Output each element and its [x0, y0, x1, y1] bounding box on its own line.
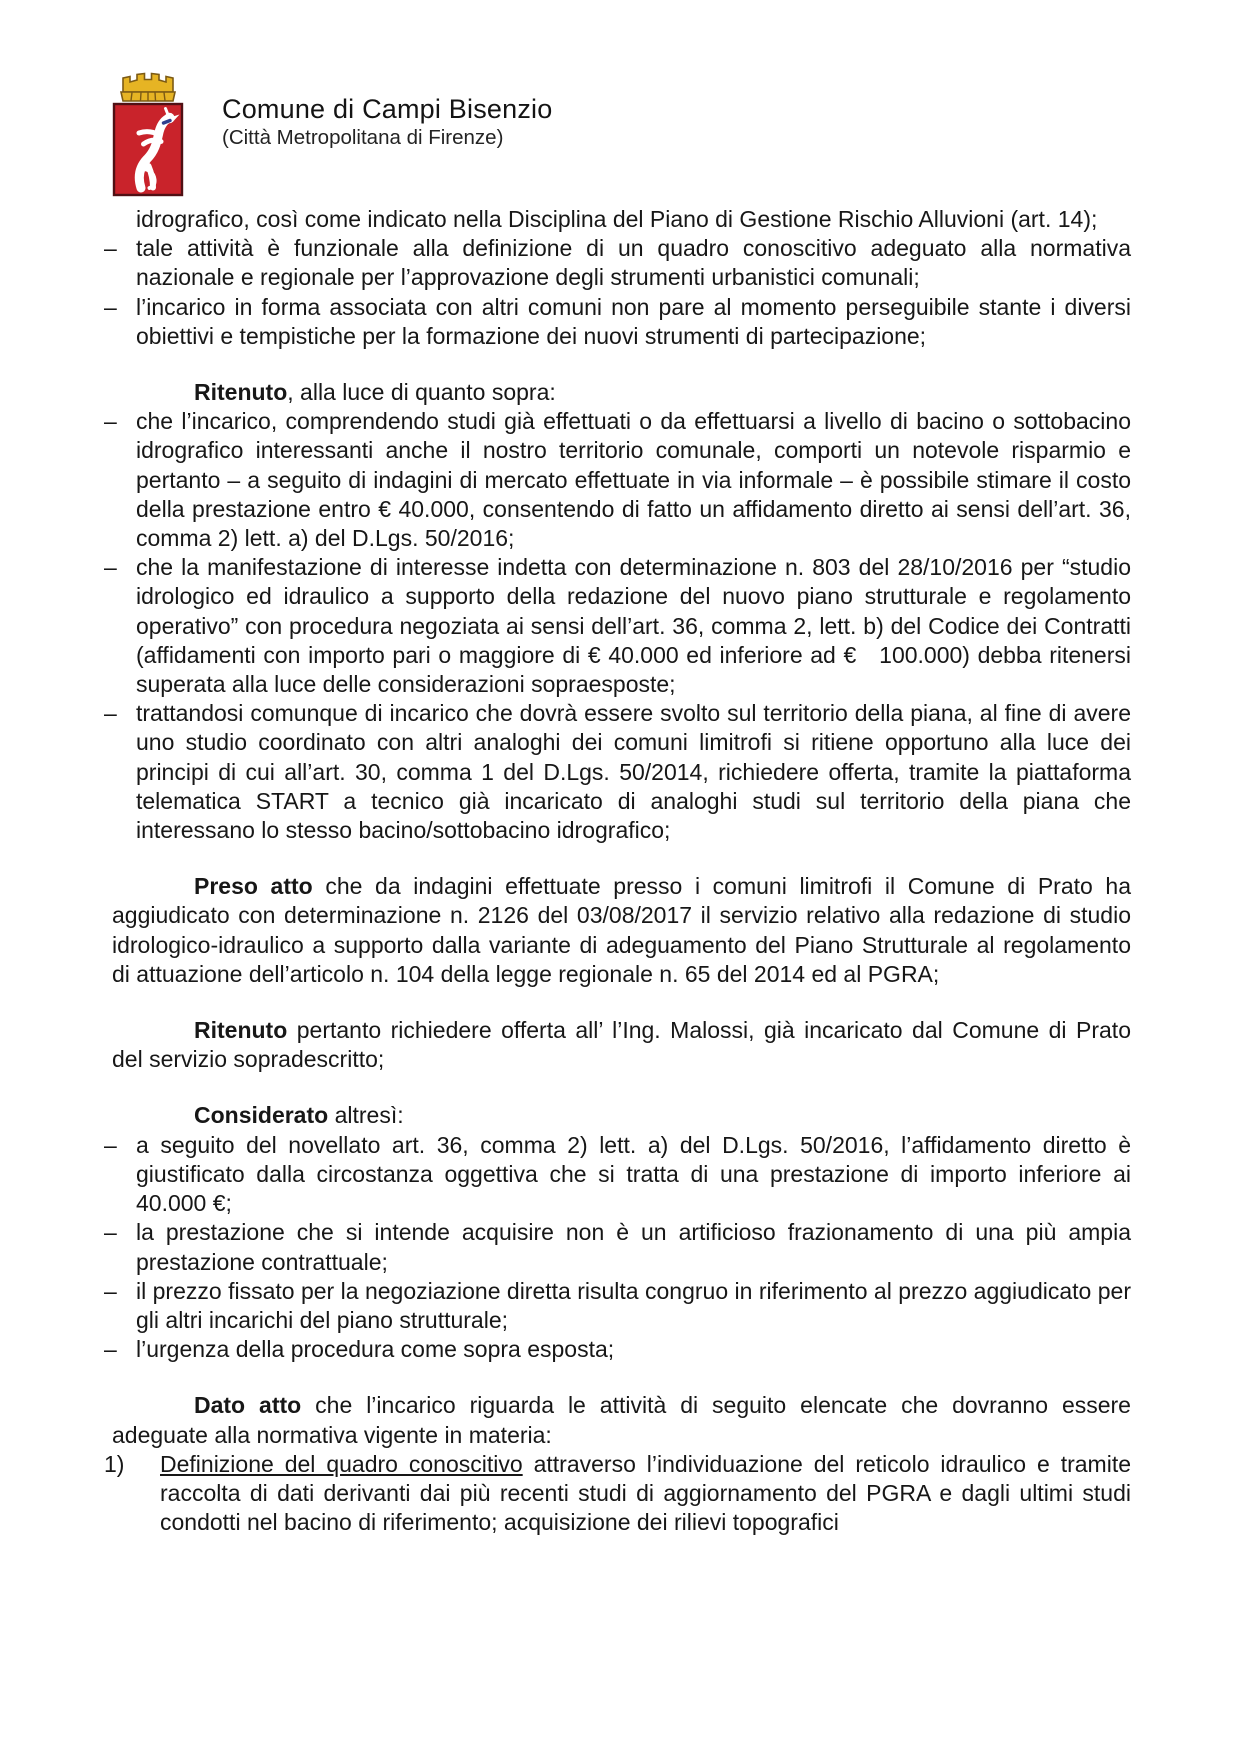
- dash-marker: –: [104, 1277, 117, 1304]
- bullet-item: [104, 1218, 1131, 1276]
- paragraph: [112, 1016, 1131, 1074]
- item-text: attraverso l’individuazione del reticolo idraulico e tramite raccolta di dati derivanti dai più recenti studi di aggiornamento del PGRA e dagli ultimi studi condotti nel bacino di riferimento; acquisizione dei rilievi topografici: [160, 1450, 1132, 1536]
- bullet-item: [104, 293, 1131, 351]
- bullet-text: che la manifestazione di interesse indetta con determinazione n. 803 del 28/10/2016 per “studio idrologico ed idraulico a supporto della redazione del nuovo piano strutturale e regolamento operativo” con procedura negoziata ai sensi dell’art. 36, comma 2, lett. b) del Codice dei Contratti (affidamenti con importo pari o maggiore di € 40.000 ed inferiore ad € 100.000) debba ritenersi superata alla luce delle considerazioni sopraesposte;: [136, 554, 1131, 698]
- dash-marker: –: [104, 235, 117, 262]
- paragraph-text: idrografico, così come indicato nella Disciplina del Piano di Gestione Rischio Alluvioni (art. 14);: [136, 206, 1098, 232]
- paragraph-text: , alla luce di quanto sopra:: [287, 379, 556, 406]
- lead-word: Preso atto: [194, 873, 313, 900]
- paragraph-text: pertanto richiedere offerta all’ l’Ing. Malossi, già incaricato dal Comune di Prato del servizio sopradescritto;: [112, 1017, 1131, 1073]
- dash-marker: –: [104, 408, 117, 435]
- bullet-item: [104, 699, 1131, 845]
- bullet-text: che l’incarico, comprendendo studi già effettuati o da effettuarsi a livello di bacino o sottobacino idrografico interessanti anche il nostro territorio comunale, comporti un notevole risparmio e pertanto – a seguito di indagini di mercato effettuate in via informale – è possibile stimare il costo della prestazione entro € 40.000, consentendo di fatto un affidamento diretto ai sensi dell’art. 36, comma 2) lett. a) del D.Lgs. 50/2016;: [136, 408, 1131, 552]
- lead-word: Ritenuto: [194, 1017, 288, 1044]
- bullet-item: [104, 1335, 1131, 1364]
- item-number: 1): [104, 1450, 125, 1477]
- bullet-text: il prezzo fissato per la negoziazione diretta risulta congruo in riferimento al prezzo aggiudicato per gli altri incarichi del piano strutturale;: [136, 1277, 1131, 1333]
- paragraph: [112, 872, 1131, 989]
- bullet-item: [104, 234, 1131, 292]
- paragraph: [112, 1391, 1131, 1449]
- header-text: [222, 70, 552, 150]
- dash-marker: –: [104, 700, 117, 727]
- bullet-item: [104, 1131, 1131, 1219]
- dash-marker: –: [104, 293, 117, 320]
- dash-marker: –: [104, 1131, 117, 1158]
- bullet-text: trattandosi comunque di incarico che dovrà essere svolto sul territorio della piana, al fine di avere uno studio coordinato con altri analoghi dei comuni limitrofi si ritiene opportuno alla luce dei principi di cui all’art. 30, comma 1 del D.Lgs. 50/2014, richiedere offerta, tramite la piattaforma telematica START a tecnico già incaricato di analoghi studi sul territorio della piana che interessano lo stesso bacino/sottobacino idrografico;: [136, 700, 1131, 844]
- lead-word: Considerato: [194, 1102, 329, 1129]
- municipality-name: Comune di Campi Bisenzio: [222, 94, 553, 124]
- paragraph: [112, 378, 1131, 407]
- paragraph-continuation: [104, 205, 1131, 234]
- municipality-subtitle: (Città Metropolitana di Firenze): [222, 126, 504, 149]
- lead-word: Ritenuto: [194, 379, 288, 406]
- bullet-text: tale attività è funzionale alla definizione di un quadro conoscitivo adeguato alla normativa nazionale e regionale per l’approvazione degli strumenti urbanistici comunali;: [136, 235, 1131, 291]
- paragraph-text: altresì:: [328, 1102, 404, 1129]
- paragraph-text: che da indagini effettuate presso i comuni limitrofi il Comune di Prato ha aggiudicato con determinazione n. 2126 del 03/08/2017 il servizio relativo alla redazione di studio idrologico-idraulico a supporto dalla variante di adeguamento del Piano Strutturale al regolamento di attuazione dell’articolo n. 104 della legge regionale n. 65 del 2014 ed al PGRA;: [112, 873, 1131, 987]
- document-body: [104, 205, 1131, 1537]
- bullet-text: la prestazione che si intende acquisire non è un artificioso frazionamento di una più ampia prestazione contrattuale;: [136, 1219, 1131, 1275]
- dash-marker: –: [104, 554, 117, 581]
- numbered-item: [104, 1450, 1131, 1538]
- underlined-phrase: Definizione del quadro conoscitivo: [160, 1450, 523, 1477]
- document-header: [108, 70, 552, 198]
- bullet-item: [104, 553, 1131, 699]
- bullet-item: [104, 407, 1131, 553]
- bullet-item: [104, 1277, 1131, 1335]
- bullet-text: l’incarico in forma associata con altri comuni non pare al momento perseguibile stante i diversi obiettivi e tempistiche per la formazione dei nuovi strumenti di partecipazione;: [136, 293, 1131, 349]
- paragraph-text: che l’incarico riguarda le attività di seguito elencate che dovranno essere adeguate alla normativa vigente in materia:: [112, 1392, 1131, 1448]
- dash-marker: –: [104, 1336, 117, 1363]
- lead-word: Dato atto: [194, 1392, 302, 1419]
- bullet-text: l’urgenza della procedura come sopra esposta;: [136, 1336, 615, 1363]
- bullet-text: a seguito del novellato art. 36, comma 2) lett. a) del D.Lgs. 50/2016, l’affidamento diretto è giustificato dalla circostanza oggettiva che si tratta di una prestazione di importo inferiore ai 40.000 €;: [136, 1131, 1131, 1217]
- paragraph: [112, 1101, 1131, 1130]
- coat-of-arms-icon: [108, 70, 188, 198]
- dash-marker: –: [104, 1219, 117, 1246]
